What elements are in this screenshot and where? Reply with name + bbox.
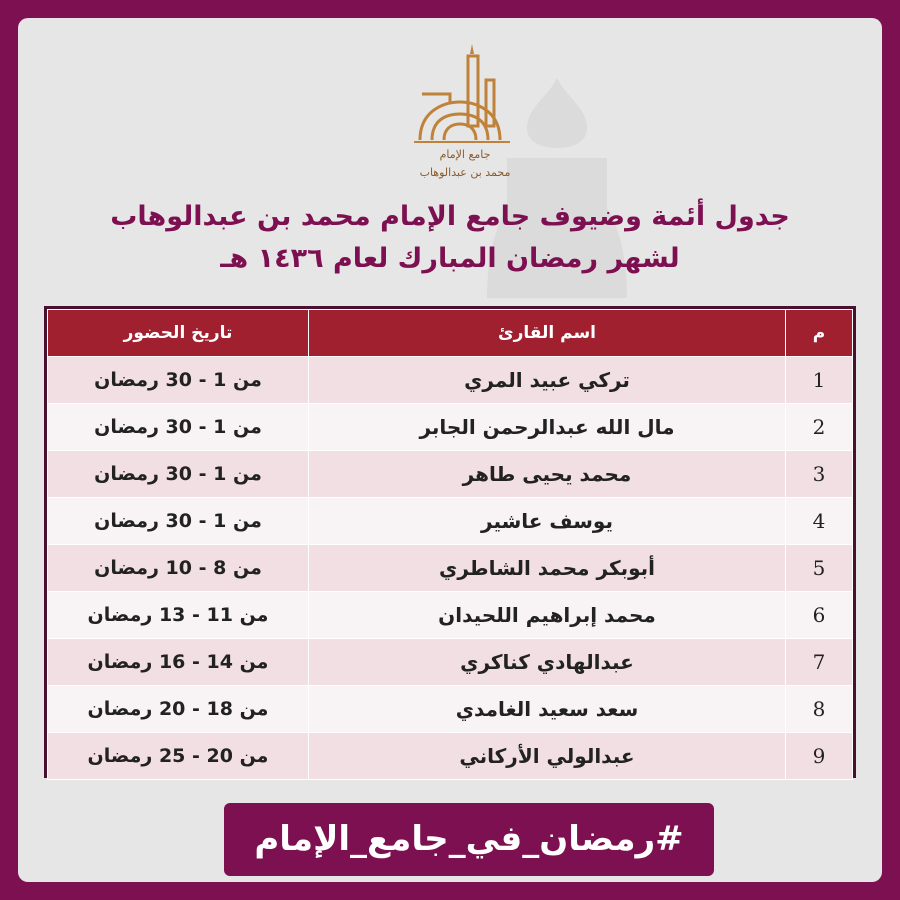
schedule-table <box>44 306 856 778</box>
row-name: محمد يحيى طاهر <box>309 451 786 498</box>
row-num: 5 <box>786 545 853 592</box>
row-name: مال الله عبدالرحمن الجابر <box>309 404 786 451</box>
row-date: من 11 - 13 رمضان <box>48 592 309 639</box>
row-num: 1 <box>786 357 853 404</box>
hashtag-banner: #رمضان_في_جامع_الإمام <box>224 803 714 876</box>
row-name: تركي عبيد المري <box>309 357 786 404</box>
row-date: من 14 - 16 رمضان <box>48 639 309 686</box>
poster-card <box>18 18 882 882</box>
row-num: 7 <box>786 639 853 686</box>
title-line1: جدول أئمة وضيوف جامع الإمام محمد بن عبدالوهاب <box>110 201 790 232</box>
table-row <box>48 639 853 686</box>
row-name: عبدالولي الأركاني <box>309 733 786 780</box>
page-title <box>18 196 882 280</box>
row-date: من 8 - 10 رمضان <box>48 545 309 592</box>
row-name: يوسف عاشير <box>309 498 786 545</box>
row-num: 6 <box>786 592 853 639</box>
row-date: من 20 - 25 رمضان <box>48 733 309 780</box>
row-date: من 1 - 30 رمضان <box>48 498 309 545</box>
row-name: عبدالهادي كناكري <box>309 639 786 686</box>
table-row <box>48 357 853 404</box>
row-date: من 18 - 20 رمضان <box>48 686 309 733</box>
logo-text-line2: محمد بن عبدالوهاب <box>419 166 511 179</box>
header-name: اسم القارئ <box>309 310 786 357</box>
row-name: سعد سعيد الغامدي <box>309 686 786 733</box>
table-row <box>48 404 853 451</box>
row-date: من 1 - 30 رمضان <box>48 451 309 498</box>
table-header-row <box>48 310 853 357</box>
row-date: من 1 - 30 رمضان <box>48 404 309 451</box>
table-row <box>48 451 853 498</box>
table-row <box>48 498 853 545</box>
table-row <box>48 592 853 639</box>
table-row <box>48 686 853 733</box>
logo-text-line1: جامع الإمام <box>439 148 491 161</box>
row-num: 3 <box>786 451 853 498</box>
row-name: أبوبكر محمد الشاطري <box>309 545 786 592</box>
header-date: تاريخ الحضور <box>48 310 309 357</box>
row-num: 8 <box>786 686 853 733</box>
title-line2: لشهر رمضان المبارك لعام ١٤٣٦ هـ <box>220 243 680 274</box>
row-date: من 1 - 30 رمضان <box>48 357 309 404</box>
row-name: محمد إبراهيم اللحيدان <box>309 592 786 639</box>
row-num: 9 <box>786 733 853 780</box>
mosque-logo <box>410 40 520 190</box>
mosque-logo-icon <box>410 40 520 150</box>
table-row <box>48 733 853 780</box>
table-row <box>48 545 853 592</box>
row-num: 4 <box>786 498 853 545</box>
header-num: م <box>786 310 853 357</box>
row-num: 2 <box>786 404 853 451</box>
